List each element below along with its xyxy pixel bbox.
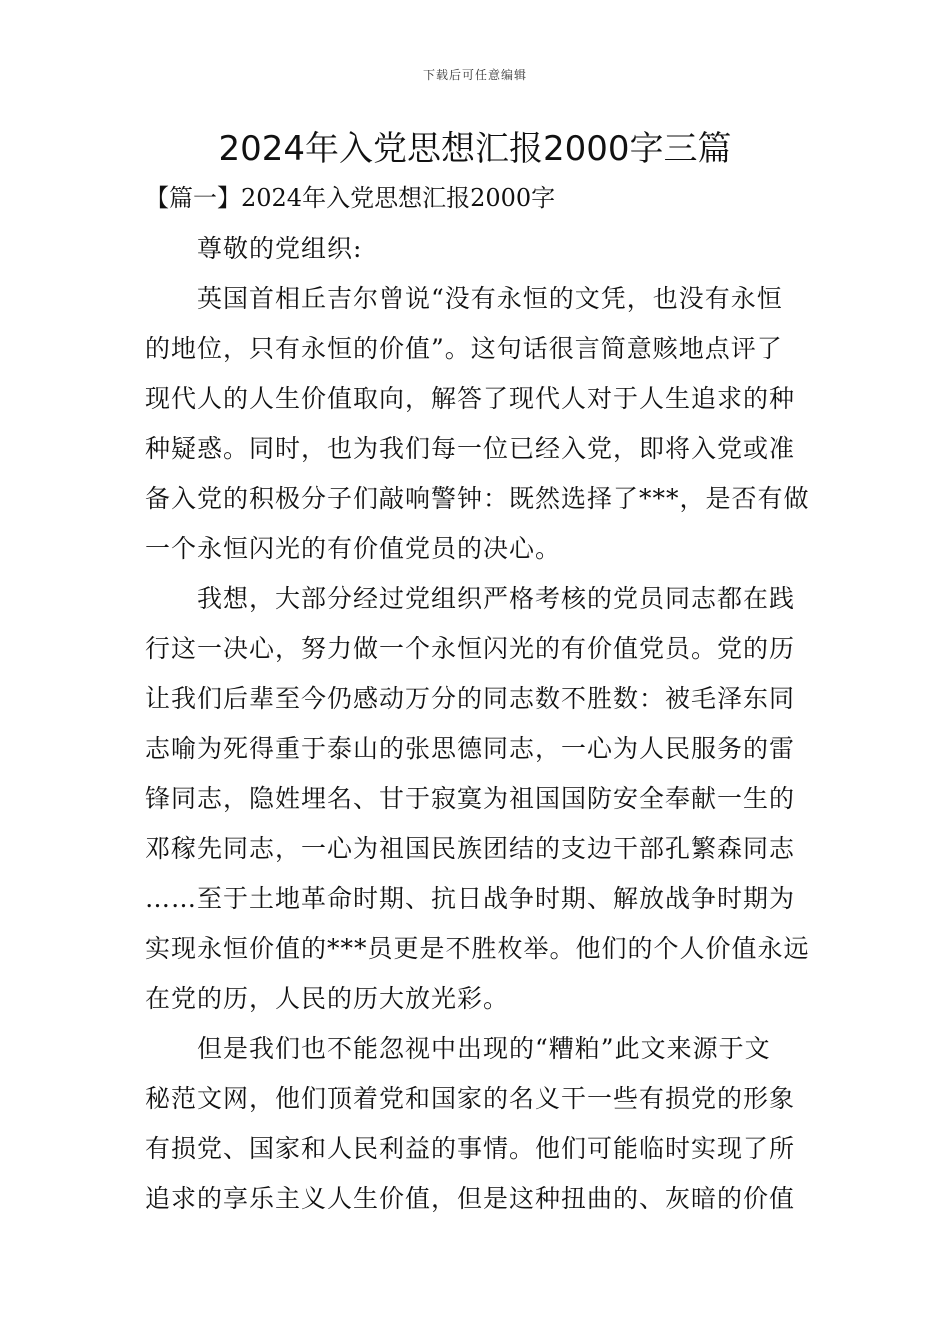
text-line: 行这一决心，努力做一个永恒闪光的有价值党员。党的历 bbox=[145, 634, 796, 663]
paragraph-1 bbox=[145, 274, 810, 574]
header-note: 下载后可任意编辑 bbox=[422, 68, 527, 82]
text-line: 让我们后辈至今仍感动万分的同志数不胜数：被毛泽东同 bbox=[145, 684, 796, 713]
text-line: 我想，大部分经过党组织严格考核的党员同志都在践 bbox=[197, 584, 796, 613]
document-title: 2024年入党思想汇报2000字三篇 bbox=[218, 129, 732, 169]
text-line: 在党的历，人民的历大放光彩。 bbox=[145, 984, 510, 1013]
text-line: 现代人的人生价值取向，解答了现代人对于人生追求的种 bbox=[145, 384, 796, 413]
salutation: 尊敬的党组织: bbox=[197, 234, 363, 263]
text-line: ……至于土地革命时期、抗日战争时期、解放战争时期为 bbox=[145, 884, 796, 913]
text-line: 有损党、国家和人民利益的事情。他们可能临时实现了所 bbox=[145, 1134, 796, 1163]
document-body bbox=[145, 224, 810, 1224]
text-line: 追求的享乐主义人生价值，但是这种扭曲的、灰暗的价值 bbox=[145, 1184, 796, 1213]
text-line: 一个永恒闪光的有价值党员的决心。 bbox=[145, 534, 562, 563]
text-line: 种疑惑。同时，也为我们每一位已经入党，即将入党或准 bbox=[145, 434, 796, 463]
paragraph-2 bbox=[145, 574, 810, 1024]
text-line: 志喻为死得重于泰山的张思德同志，一心为人民服务的雷 bbox=[145, 734, 796, 763]
text-line: 的地位，只有永恒的价值”。这句话很言简意赅地点评了 bbox=[145, 334, 783, 363]
text-line: 锋同志，隐姓埋名、甘于寂寞为祖国国防安全奉献一生的 bbox=[145, 784, 796, 813]
text-line: 英国首相丘吉尔曾说“没有永恒的文凭，也没有永恒 bbox=[197, 284, 783, 313]
text-line: 邓稼先同志，一心为祖国民族团结的支边干部孔繁森同志 bbox=[145, 834, 796, 863]
text-line: 秘范文网，他们顶着党和国家的名义干一些有损党的形象 bbox=[145, 1084, 796, 1113]
text-line: 但是我们也不能忽视中出现的“糟粕”此文来源于文 bbox=[197, 1034, 771, 1063]
text-line: 实现永恒价值的***员更是不胜枚举。他们的个人价值永远 bbox=[145, 934, 810, 963]
text-line: 备入党的积极分子们敲响警钟：既然选择了***，是否有做 bbox=[145, 484, 810, 513]
paragraph-3 bbox=[145, 1024, 807, 1224]
section-heading: 【篇一】2024年入党思想汇报2000字 bbox=[145, 184, 556, 212]
